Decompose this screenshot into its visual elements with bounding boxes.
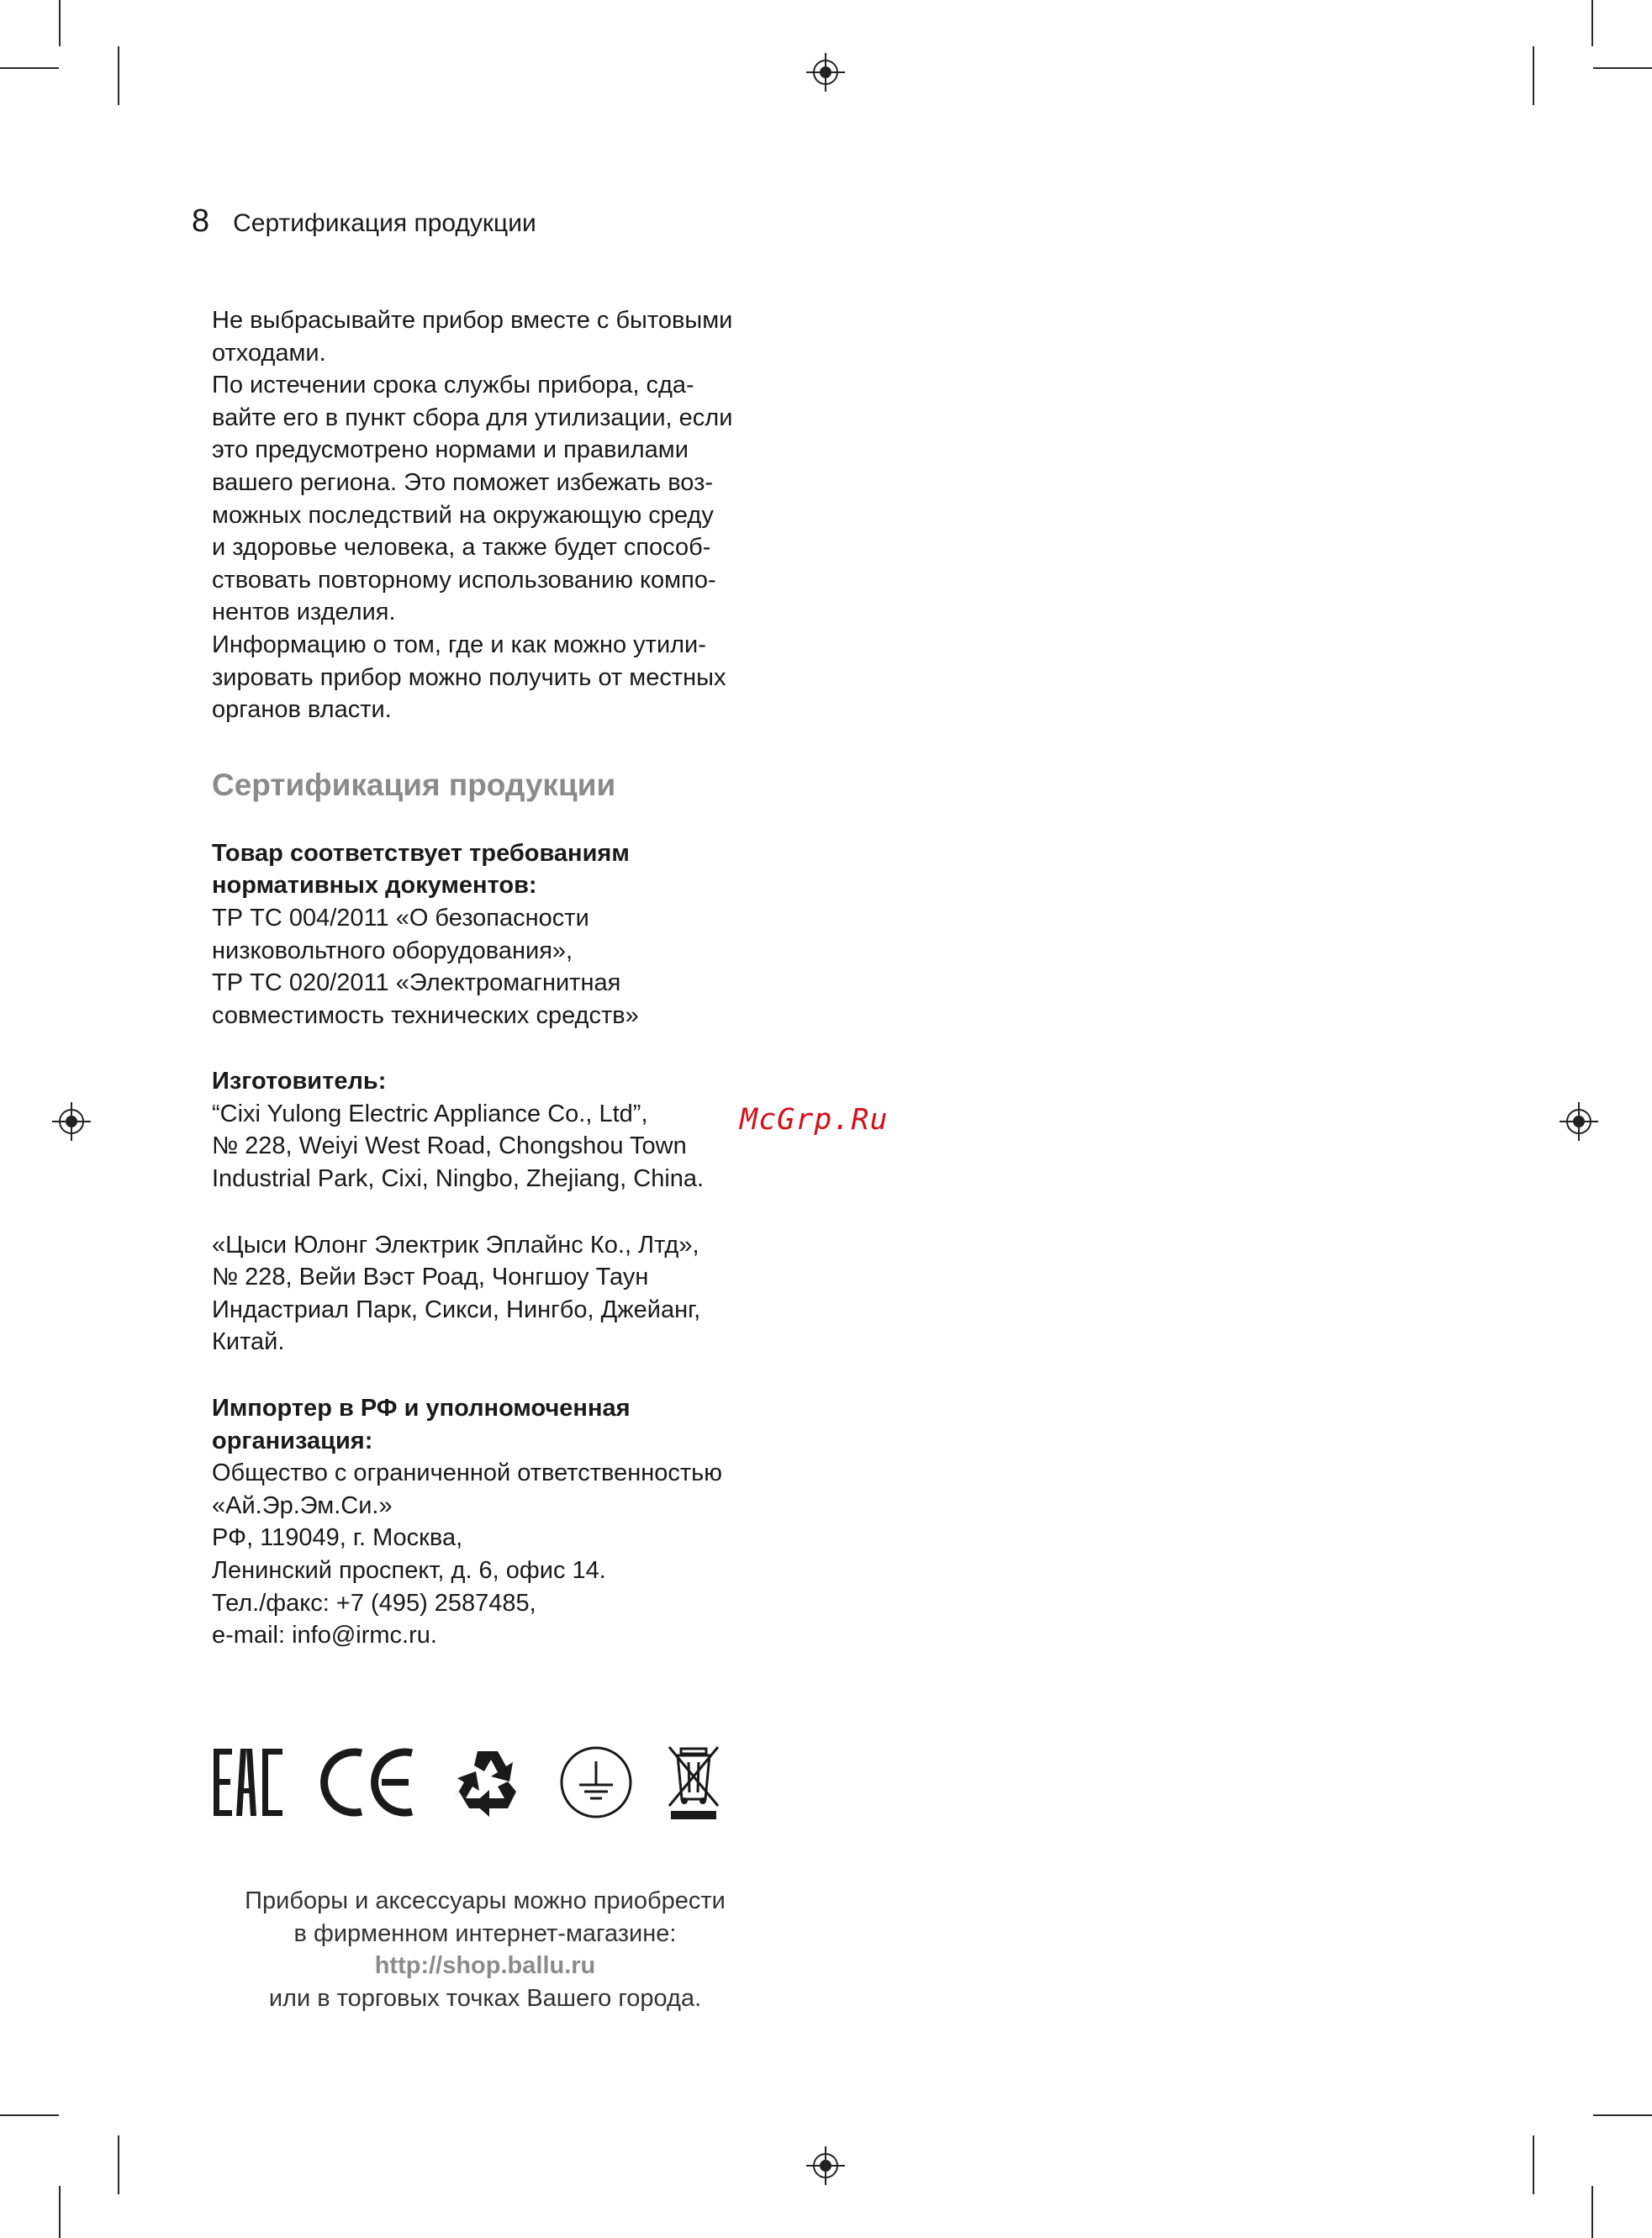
text-line: зировать прибор можно получить от местных — [212, 663, 726, 691]
certification-logos — [212, 1744, 753, 1821]
importer-line: Тел./факс: +7 (495) 2587485, — [212, 1589, 536, 1617]
compliance-block — [212, 837, 805, 1032]
importer-heading: Импортер в РФ и уполномоченная — [212, 1395, 631, 1423]
standard-line: низковольтного оборудования», — [212, 937, 573, 964]
importer-line: «Ай.Эр.Эм.Си.» — [212, 1491, 393, 1519]
importer-line: РФ, 119049, г. Москва, — [212, 1524, 463, 1552]
text-line: По истечении срока службы прибора, сда- — [212, 372, 694, 399]
manufacturer-heading: Изготовитель: — [212, 1068, 387, 1095]
text-line: отходами. — [212, 339, 326, 367]
crop-mark — [1591, 2186, 1593, 2238]
crop-mark — [1593, 67, 1652, 69]
shop-link[interactable]: http://shop.ballu.ru — [374, 1952, 596, 1980]
text-line: и здоровье человека, а также будет способ- — [212, 534, 711, 562]
importer-line: Ленинский проспект, д. 6, офис 14. — [212, 1557, 606, 1584]
main-content — [212, 304, 805, 1686]
footer-line: Приборы и аксессуары можно приобрести — [245, 1887, 726, 1914]
recycle-icon — [449, 1744, 526, 1820]
running-title: Сертификация продукции — [233, 209, 536, 237]
text-line: вашего региона. Это поможет избежать воз- — [212, 468, 714, 496]
registration-mark-icon — [1560, 1102, 1598, 1141]
eac-mark-icon — [212, 1744, 286, 1820]
footer-note — [212, 1885, 758, 2014]
importer-email: e-mail: info@irmc.ru. — [212, 1622, 437, 1649]
crop-mark — [1533, 46, 1534, 105]
registration-mark-icon — [52, 1102, 91, 1141]
page-number: 8 — [192, 203, 210, 239]
importer-block — [212, 1392, 805, 1652]
text-line: Информацию о том, где и как можно утили- — [212, 631, 706, 658]
compliance-heading: нормативных документов: — [212, 872, 537, 900]
crop-mark — [1533, 2135, 1534, 2194]
address-line: Industrial Park, Cixi, Ningbo, Zhejiang, China. — [212, 1165, 705, 1193]
ground-symbol-icon — [558, 1744, 634, 1820]
crop-mark — [1593, 2114, 1652, 2116]
address-line: “Cixi Yulong Electric Appliance Co., Ltd”, — [212, 1100, 648, 1127]
footer-line: в фирменном интернет-магазине: — [293, 1919, 677, 1947]
standard-line: совместимость технических средств» — [212, 1001, 639, 1029]
crop-mark — [59, 2186, 61, 2238]
crop-mark — [118, 2135, 119, 2194]
registration-mark-icon — [806, 53, 845, 92]
address-line: «Цыси Юлонг Электрик Эплайнс Ко., Лтд», — [212, 1231, 699, 1259]
crop-mark — [59, 0, 61, 46]
crop-mark — [1591, 0, 1593, 46]
address-line: Индастриал Парк, Сикси, Нингбо, Джейанг, — [212, 1296, 701, 1323]
crossed-bin-icon — [666, 1744, 721, 1821]
crop-mark — [0, 2114, 59, 2116]
text-line: Не выбрасывайте прибор вместе с бытовыми — [212, 307, 733, 334]
text-line: ствовать повторному использованию компо- — [212, 566, 716, 594]
text-line: можных последствий на окружающую среду — [212, 501, 714, 529]
text-line: вайте его в пункт сбора для утилизации, если — [212, 404, 733, 431]
manufacturer-block — [212, 1065, 805, 1359]
text-line: органов власти. — [212, 696, 392, 724]
standard-line: ТР ТС 004/2011 «О безопасности — [212, 904, 589, 932]
standard-line: ТР ТС 020/2011 «Электромагнитная — [212, 969, 621, 997]
compliance-heading: Товар соответствует требованиям — [212, 839, 630, 867]
address-line: Китай. — [212, 1328, 285, 1356]
ce-mark-icon — [318, 1744, 417, 1820]
registration-mark-icon — [806, 2146, 845, 2185]
section-title: Сертификация продукции — [212, 767, 616, 802]
importer-line: Общество с ограниченной ответственностью — [212, 1459, 723, 1487]
text-line: это предусмотрено нормами и правилами — [212, 436, 689, 464]
text-line: нентов изделия. — [212, 599, 396, 626]
address-line: № 228, Weiyi West Road, Chongshou Town — [212, 1132, 687, 1160]
address-line: № 228, Вейи Вэст Роад, Чонгшоу Таун — [212, 1264, 649, 1291]
watermark: McGrp.Ru — [740, 1103, 889, 1137]
importer-heading: организация: — [212, 1427, 373, 1454]
crop-mark — [118, 46, 119, 105]
footer-line: или в торговых точках Вашего города. — [268, 1984, 702, 2012]
page-header — [192, 203, 536, 240]
disposal-text — [212, 304, 805, 726]
crop-mark — [0, 67, 59, 69]
